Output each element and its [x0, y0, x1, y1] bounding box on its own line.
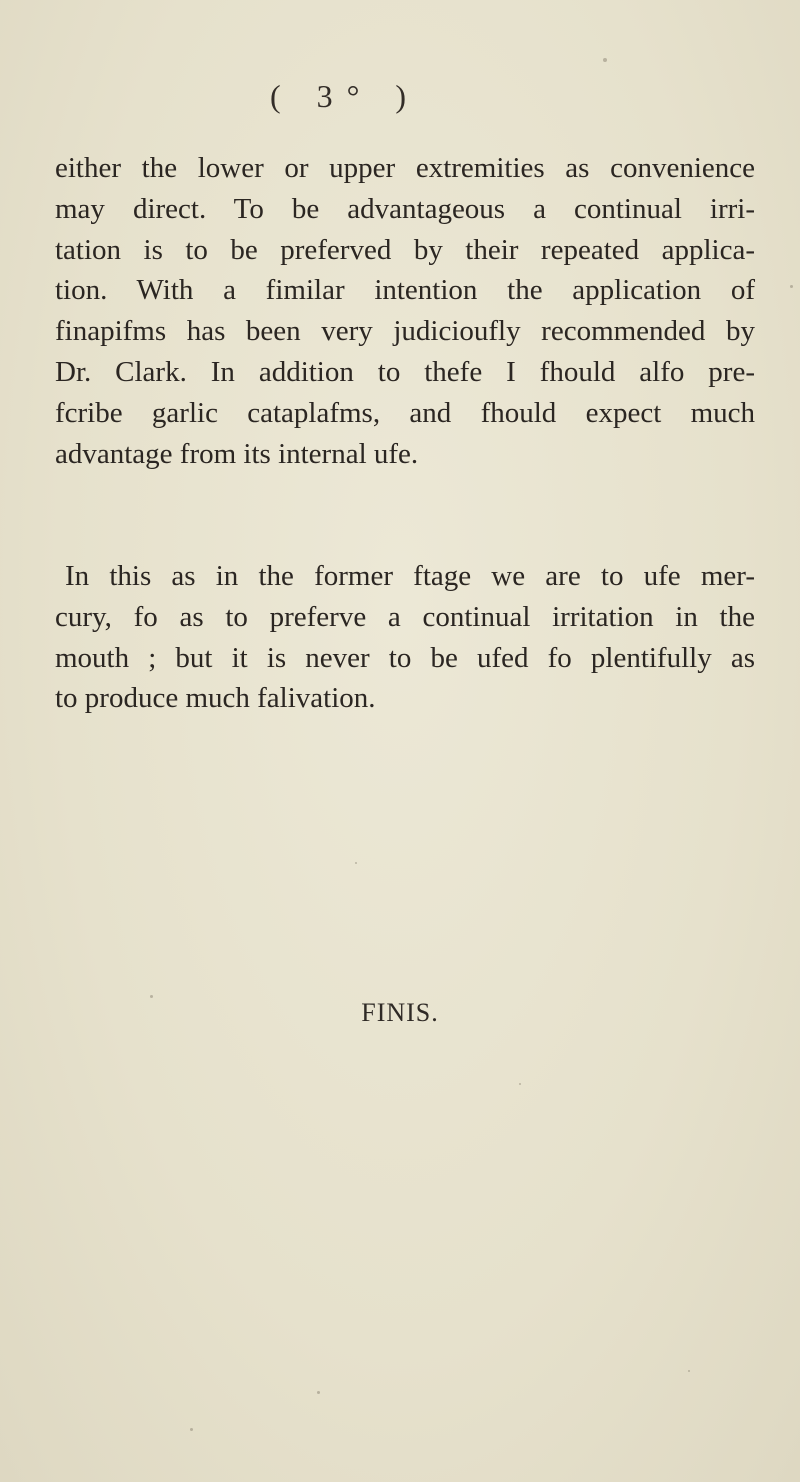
paper-speck — [603, 58, 607, 62]
text-line: mouth ; but it is never to be ufed fo plentifully as — [55, 641, 755, 674]
text-line: cury, fo as to preferve a continual irritation in the — [55, 600, 755, 633]
text-line: finapifms has been very judicioufly recommended by — [55, 315, 755, 348]
text-line: tion. With a fimilar intention the application of — [55, 274, 755, 307]
paper-speck — [519, 1083, 521, 1085]
paragraph-1 — [55, 148, 755, 474]
paper-speck — [317, 1391, 320, 1394]
text-line: may direct. To be advantageous a continual irri- — [55, 192, 755, 225]
text-line: fcribe garlic cataplafms, and fhould expect much — [55, 396, 755, 429]
page-number: ( 3° ) — [269, 78, 421, 114]
paper-speck — [688, 1370, 690, 1372]
text-line: tation is to be preferved by their repeated applica- — [55, 233, 755, 266]
text-line: to produce much falivation. — [55, 682, 376, 715]
paragraph-2 — [55, 556, 755, 719]
paper-speck — [355, 862, 357, 864]
paper-speck — [190, 1428, 193, 1431]
finis-label: FINIS. — [361, 998, 439, 1027]
text-line: In this as in the former ftage we are to ufe mer- — [65, 560, 755, 592]
text-line: Dr. Clark. In addition to thefe I fhould alfo pre- — [55, 355, 755, 388]
paper-speck — [790, 285, 793, 288]
text-line: either the lower or upper extremities as convenience — [55, 152, 755, 184]
paper-speck — [150, 995, 153, 998]
text-line: advantage from its internal ufe. — [55, 437, 419, 470]
